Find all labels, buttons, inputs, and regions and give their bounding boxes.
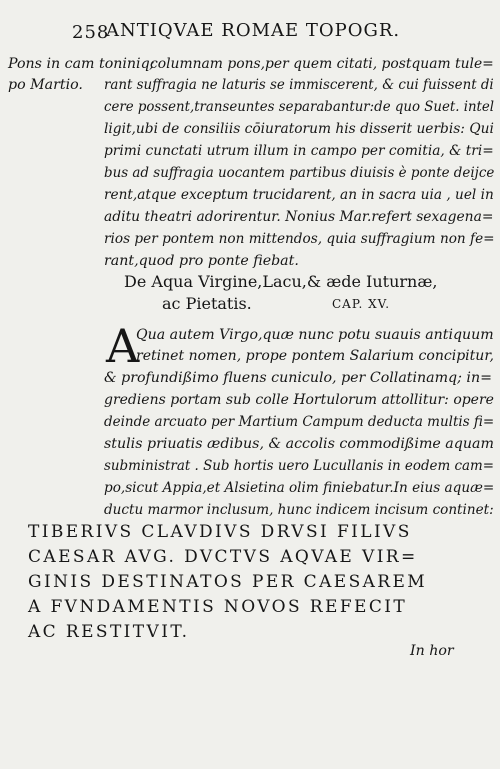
para1-line-6: bus ad suffragia uocantem partibus diuisis è ponte deijce xyxy=(104,165,495,181)
chapter-title-line-2: ac Pietatis. xyxy=(162,294,252,313)
para1-line-2: rant suffragia ne laturis se immiscerent, & cui fuissent di xyxy=(104,77,494,93)
para1-line-8: aditu theatri adorirentur. Nonius Mar.refert sexagena= xyxy=(104,209,494,225)
para2-line-9: ductu marmor inclusum, hunc indicem incisum continet: xyxy=(104,502,494,518)
para2-line-6: stulis priuatis ædibus, & accolis commodißime aquam xyxy=(104,436,494,452)
para2-line-5: deinde arcuato per Martium Campum deducta multis fi= xyxy=(104,414,495,430)
para2-line-7: subministrat . Sub hortis uero Lucullanis in eodem cam= xyxy=(104,458,495,474)
chapter-number: CAP. XV. xyxy=(332,297,391,311)
para2-line-8: po,sicut Appia,et Alsietina olim finiebatur.In eius aquæ= xyxy=(104,480,495,496)
catchword: In hor xyxy=(410,643,454,659)
page-number: 258 xyxy=(72,22,110,43)
inscription-line-4: A FVNDAMENTIS NOVOS REFECIT xyxy=(28,597,408,617)
chapter-title-line-1: De Aqua Virgine,Lacu,& æde Iuturnæ, xyxy=(124,272,438,291)
para1-line-9: rios per pontem non mittendos, quia suffragium non fe= xyxy=(104,231,495,247)
running-title: ANTIQVAE ROMAE TOPOGR. xyxy=(106,20,401,41)
para1-line-10: rant,quod pro ponte fiebat. xyxy=(104,253,299,269)
margin-note-2: po Martio. xyxy=(8,77,83,93)
para1-line-5: primi cunctati utrum illum in campo per comitia, & tri= xyxy=(104,143,494,159)
para2-line-4: grediens portam sub colle Hortulorum attollitur: opere xyxy=(104,392,494,408)
para1-line-3: cere possent,transeuntes separabantur:de quo Suet. intel xyxy=(104,99,495,115)
para2-line-3: & profundißimo fluens cuniculo, per Collatinamq; in= xyxy=(104,370,492,386)
para2-line-2: retinet nomen, prope pontem Salarium concipitur, xyxy=(136,348,494,364)
inscription-line-5: AC RESTITVIT. xyxy=(28,622,190,642)
para1-line-4: ligit,ubi de consiliis cōiuratorum his disserit uerbis: Qui xyxy=(104,121,494,137)
para2-line-1: Qua autem Virgo,quæ nunc potu suauis antiquum xyxy=(136,327,494,343)
inscription-line-1: TIBERIVS CLAVDIVS DRVSI FILIVS xyxy=(28,522,412,542)
inscription-line-3: GINIS DESTINATOS PER CAESAREM xyxy=(28,572,428,592)
para1-line-1: columnam pons,per quem citati, postquam tule= xyxy=(150,56,494,72)
drop-initial: A xyxy=(106,319,140,373)
inscription-line-2: CAESAR AVG. DVCTVS AQVAE VIR= xyxy=(28,547,418,567)
para1-line-7: rent,atque exceptum trucidarent, an in sacra uia , uel in xyxy=(104,187,494,203)
margin-note-1: Pons in cam toniniq; xyxy=(8,56,155,72)
